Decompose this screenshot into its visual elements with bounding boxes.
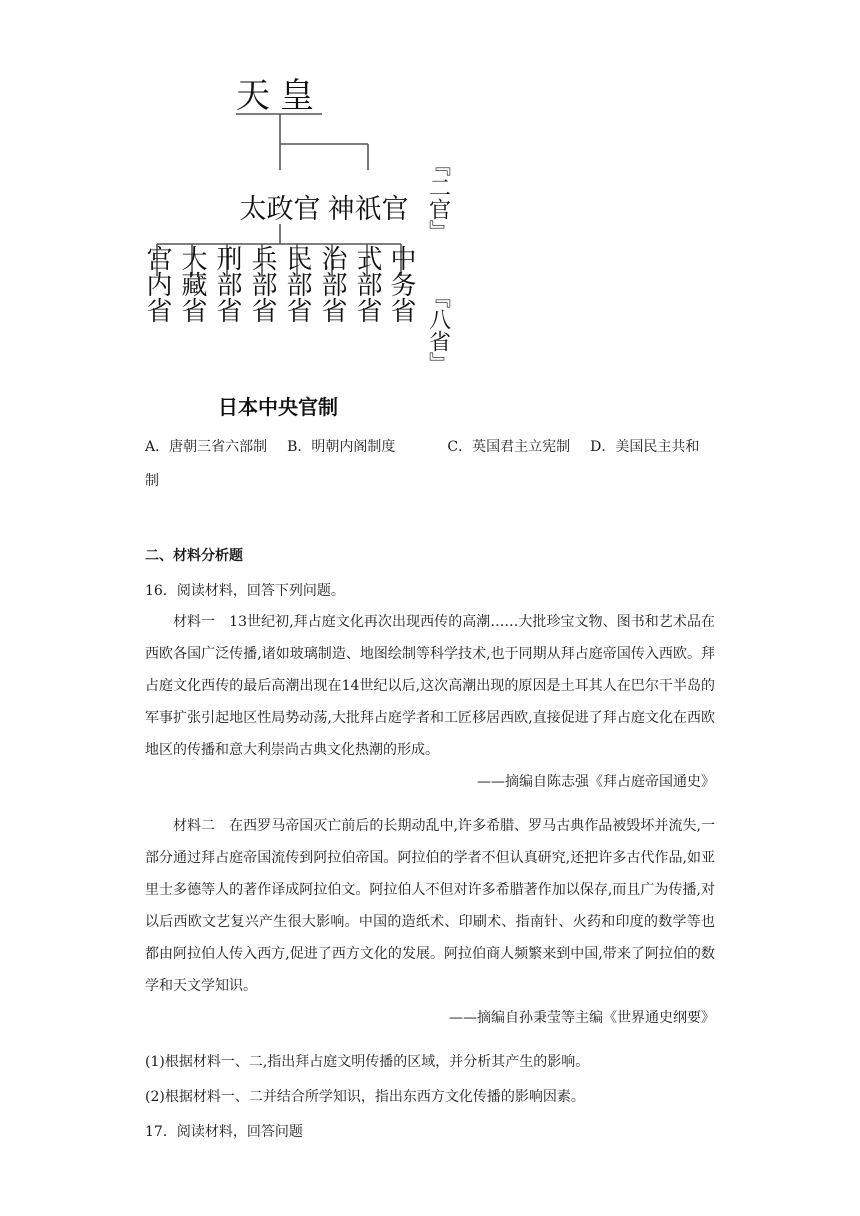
ministry-jibusho: 治部省	[317, 245, 347, 323]
jingikan-label: 神祇官	[327, 194, 409, 225]
ministry-gyobusho: 刑部省	[212, 245, 242, 323]
ministry-minbusho: 民部省	[282, 245, 312, 323]
japan-central-government-diagram	[130, 70, 470, 430]
material-1-source: ——摘编自陈志强《拜占庭帝国通史》	[477, 774, 715, 790]
question-16-sub-1: (1)根据材料一、二,指出拜占庭文明传播的区域，并分析其产生的影响。	[145, 1054, 590, 1070]
ministry-shikibusho: 式部省	[352, 245, 382, 323]
ministry-nakatsukasasho: 中务省	[386, 245, 416, 323]
option-d-continuation: 制	[145, 473, 159, 489]
material-2-block	[145, 810, 715, 1034]
ministry-okurasho: 大藏省	[177, 245, 207, 323]
option-b[interactable]: B．明朝内阁制度	[287, 439, 396, 455]
ministry-hyobusho: 兵部省	[247, 245, 277, 323]
material-2-source: ——摘编自孙秉莹等主编《世界通史纲要》	[449, 1010, 715, 1026]
question-16-sub-2: (2)根据材料一、二并结合所学知识，指出东西方文化传播的影响因素。	[145, 1089, 585, 1105]
diagram-caption: 日本中央官制	[218, 395, 338, 419]
answer-options	[145, 430, 725, 498]
option-d[interactable]: D．美国民主共和	[590, 439, 700, 455]
daijokan-label: 太政官	[239, 194, 321, 225]
material-2-text: 材料二 在西罗马帝国灭亡前后的长期动乱中,许多希腊、罗马古典作品被毁坏并流失,一部分通过拜占庭帝国流传到阿拉伯帝国。阿拉伯的学者不但认真研究,还把许多古代作品,如亚里士多德等人的著作译成阿拉伯文。阿拉伯人不但对许多希腊著作加以保存,而且广为传播,对以后西欧文艺复兴产生很大影响。中国的造纸术、印刷术、指南针、火药和印度的数学等也都由阿拉伯人传入西方,促进了西方文化的发展。阿拉伯商人频繁来到中国,带来了阿拉伯的数学和天文学知识。	[145, 818, 715, 994]
section-title: 二、材料分析题	[145, 548, 243, 564]
material-1-text: 材料一 13世纪初,拜占庭文化再次出现西传的高潮……大批珍宝文物、图书和艺术品在西欧各国广泛传播,诸如玻璃制造、地图绘制等科学技术,也于同期从拜占庭帝国传入西欧。拜占庭文化西传的最后高潮出现在14世纪以后,这次高潮出现的原因是土耳其人在巴尔干半岛的军事扩张引起地区性局势动荡,大批拜占庭学者和工匠移居西欧,直接促进了拜占庭文化在西欧地区的传播和意大利崇尚古典文化热潮的形成。	[145, 614, 715, 758]
two-offices-side-label: 『二官』	[425, 154, 451, 242]
eight-ministries-side-label: 『八省』	[425, 286, 451, 374]
question-16-stem: 16．阅读材料，回答下列问题。	[145, 583, 345, 599]
option-c[interactable]: C．英国君主立宪制	[447, 439, 571, 455]
option-a[interactable]: A．唐朝三省六部制	[145, 439, 268, 455]
question-17-stem: 17．阅读材料，回答问题	[145, 1124, 303, 1140]
ministry-kunaisho: 宫内省	[142, 245, 172, 323]
emperor-label: 天皇	[236, 76, 324, 116]
material-1-block	[145, 606, 715, 798]
